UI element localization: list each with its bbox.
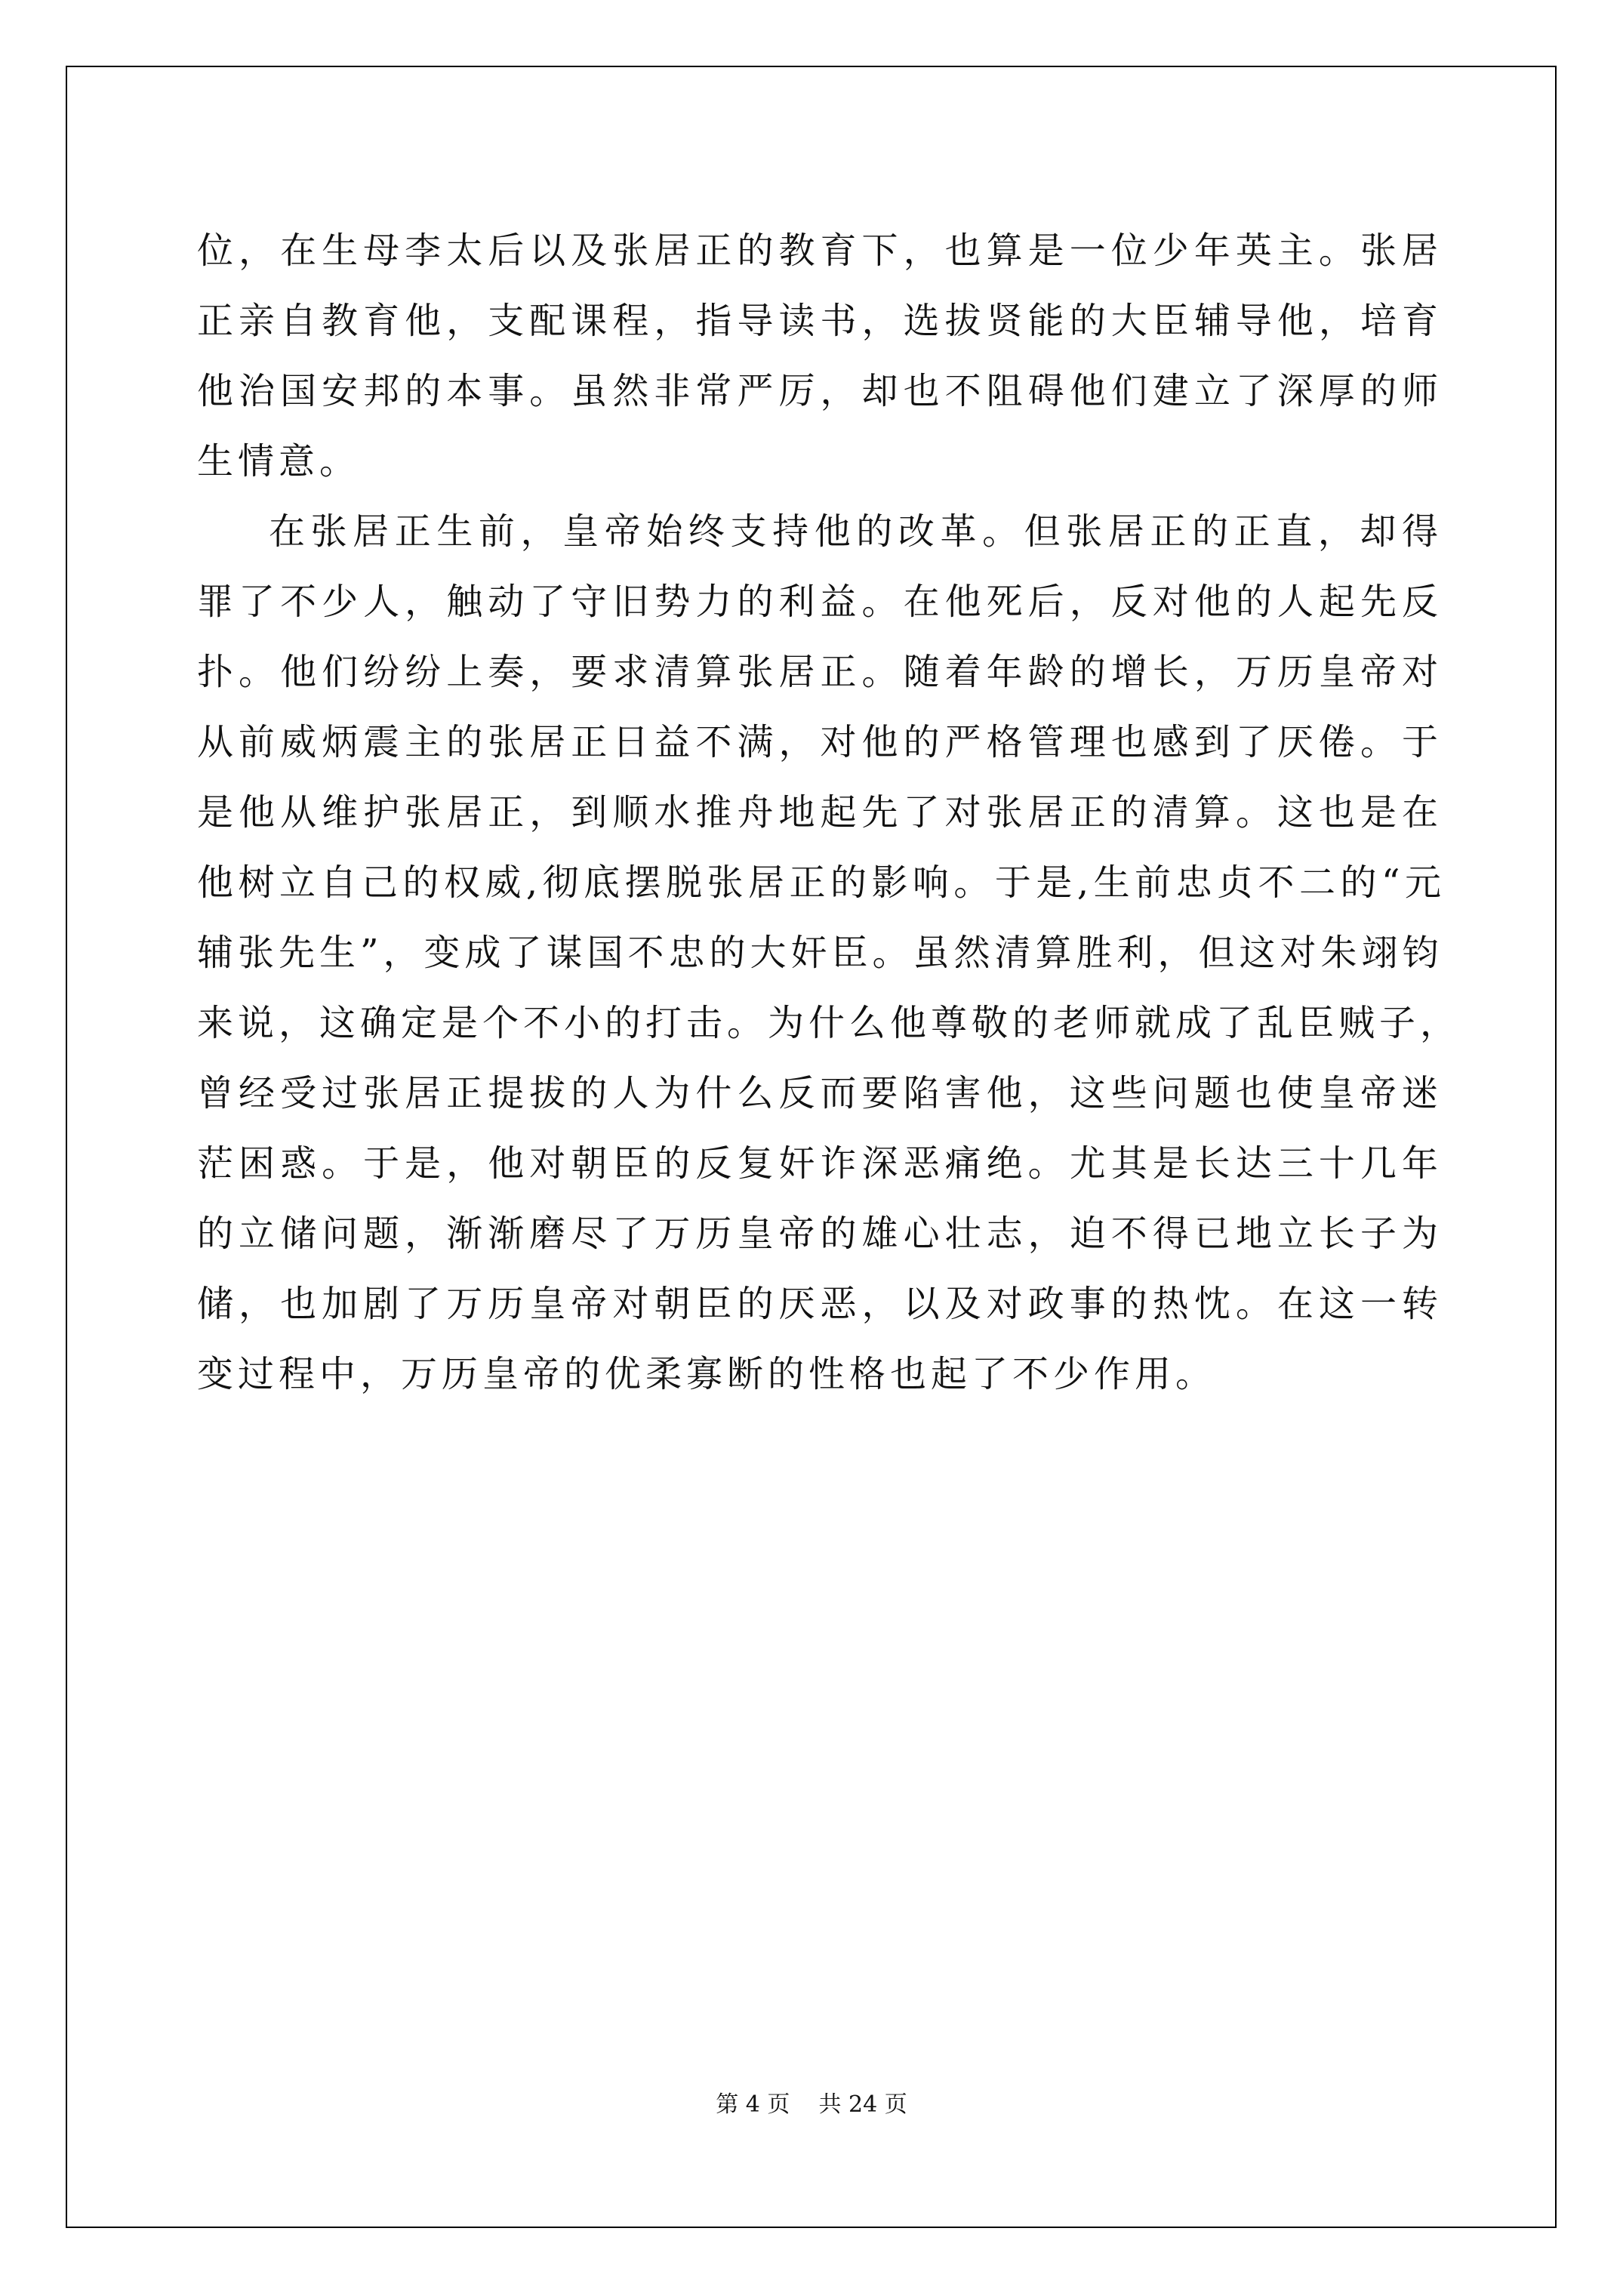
- paragraph-2-line-6: 他树立自己的权威,彻底摆脱张居正的影响。于是,生前忠贞不二的“元: [197, 861, 1443, 904]
- paragraph-1-line-4: 生情意。: [197, 440, 361, 482]
- paragraph-1-line-3: 他治国安邦的本事。虽然非常严厉，却也不阻碍他们建立了深厚的师: [197, 370, 1443, 412]
- paragraph-2-line-10: 茫困惑。于是，他对朝臣的反复奸诈深恶痛绝。尤其是长达三十几年: [197, 1142, 1443, 1185]
- paragraph-2-line-9: 曾经受过张居正提拔的人为什么反而要陷害他，这些问题也使皇帝迷: [197, 1072, 1443, 1114]
- paragraph-2-line-7: 辅张先生”，变成了谋国不忠的大奸臣。虽然清算胜利，但这对朱翊钧: [197, 932, 1443, 974]
- paragraph-2-line-13: 变过程中，万历皇帝的优柔寡断的性格也起了不少作用。: [197, 1353, 1217, 1395]
- paragraph-2-line-4: 从前威炳震主的张居正日益不满，对他的严格管理也感到了厌倦。于: [197, 721, 1443, 763]
- paragraph-2-line-2: 罪了不少人，触动了守旧势力的利益。在他死后，反对他的人起先反: [197, 581, 1443, 623]
- paragraph-2-line-8: 来说，这确定是个不小的打击。为什么他尊敬的老师就成了乱臣贼子，: [197, 1002, 1461, 1044]
- paragraph-2-line-11: 的立储问题，渐渐磨尽了万历皇帝的雄心壮志，迫不得已地立长子为: [197, 1213, 1443, 1255]
- paragraph-1-line-2: 正亲自教育他，支配课程，指导读书，选拔贤能的大臣辅导他，培育: [197, 300, 1443, 342]
- paragraph-2-line-5: 是他从维护张居正，到顺水推舟地起先了对张居正的清算。这也是在: [197, 791, 1443, 834]
- paragraph-2-line-3: 扑。他们纷纷上奏，要求清算张居正。随着年龄的增长，万历皇帝对: [197, 651, 1443, 693]
- paragraph-2-line-12: 储，也加剧了万历皇帝对朝臣的厌恶，以及对政事的热忱。在这一转: [197, 1283, 1443, 1325]
- paragraph-1-line-1: 位，在生母李太后以及张居正的教育下，也算是一位少年英主。张居: [197, 230, 1443, 272]
- paragraph-2-line-1: 在张居正生前，皇帝始终支持他的改革。但张居正的正直，却得: [269, 510, 1443, 553]
- page-number: 第 4 页 共 24 页: [716, 2091, 907, 2118]
